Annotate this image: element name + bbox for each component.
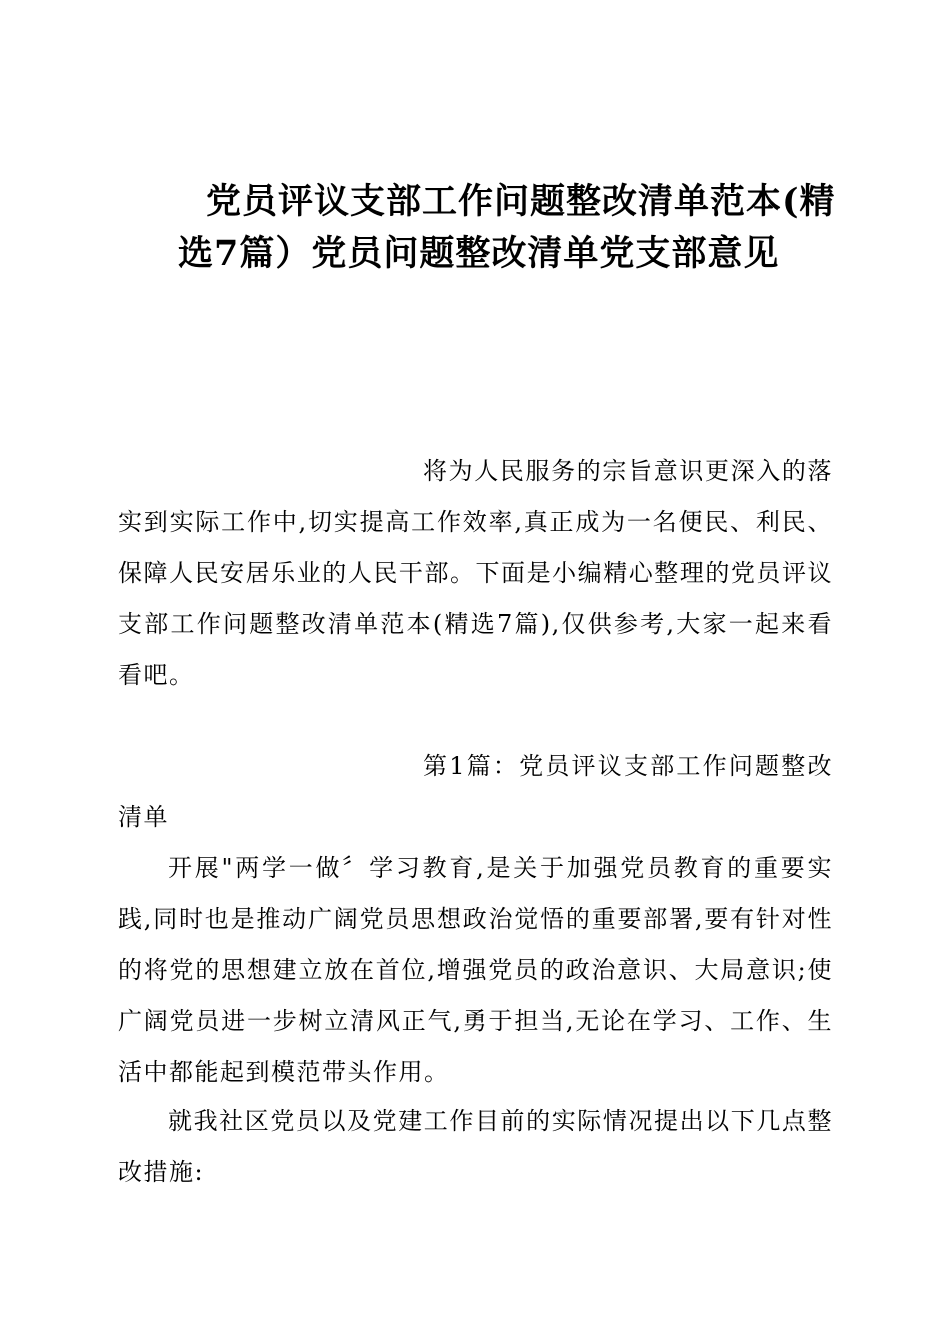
intro-paragraph: 将为人民服务的宗旨意识更深入的落实到实际工作中,切实提高工作效率,真正成为一名便民、利民、保障人民安居乐业的人民干部。下面是小编精心整理的党员评议支部工作问题整改清单范本(精选7篇),仅供参考,大家一起来看看吧。 [118, 457, 833, 689]
body-paragraph-1: 开展"两学一做〞学习教育,是关于加强党员教育的重要实践,同时也是推动广阔党员思想政治觉悟的重要部署,要有针对性的将党的思想建立放在首位,增强党员的政治意识、大局意识;使广阔党员进一步树立清风正气,勇于担当,无论在学习、工作、生活中都能起到模范带头作用。 [118, 854, 833, 1086]
document-title [178, 176, 836, 280]
body-paragraph-2: 就我社区党员以及党建工作目前的实际情况提出以下几点整改措施: [118, 1107, 833, 1186]
title-line-2: 选7篇）党员问题整改清单党支部意见 [178, 233, 780, 274]
section-heading: 第1篇：党员评议支部工作问题整改清单 [118, 752, 833, 831]
title-line-1: 党员评议支部工作问题整改清单范本(精 [206, 181, 836, 222]
